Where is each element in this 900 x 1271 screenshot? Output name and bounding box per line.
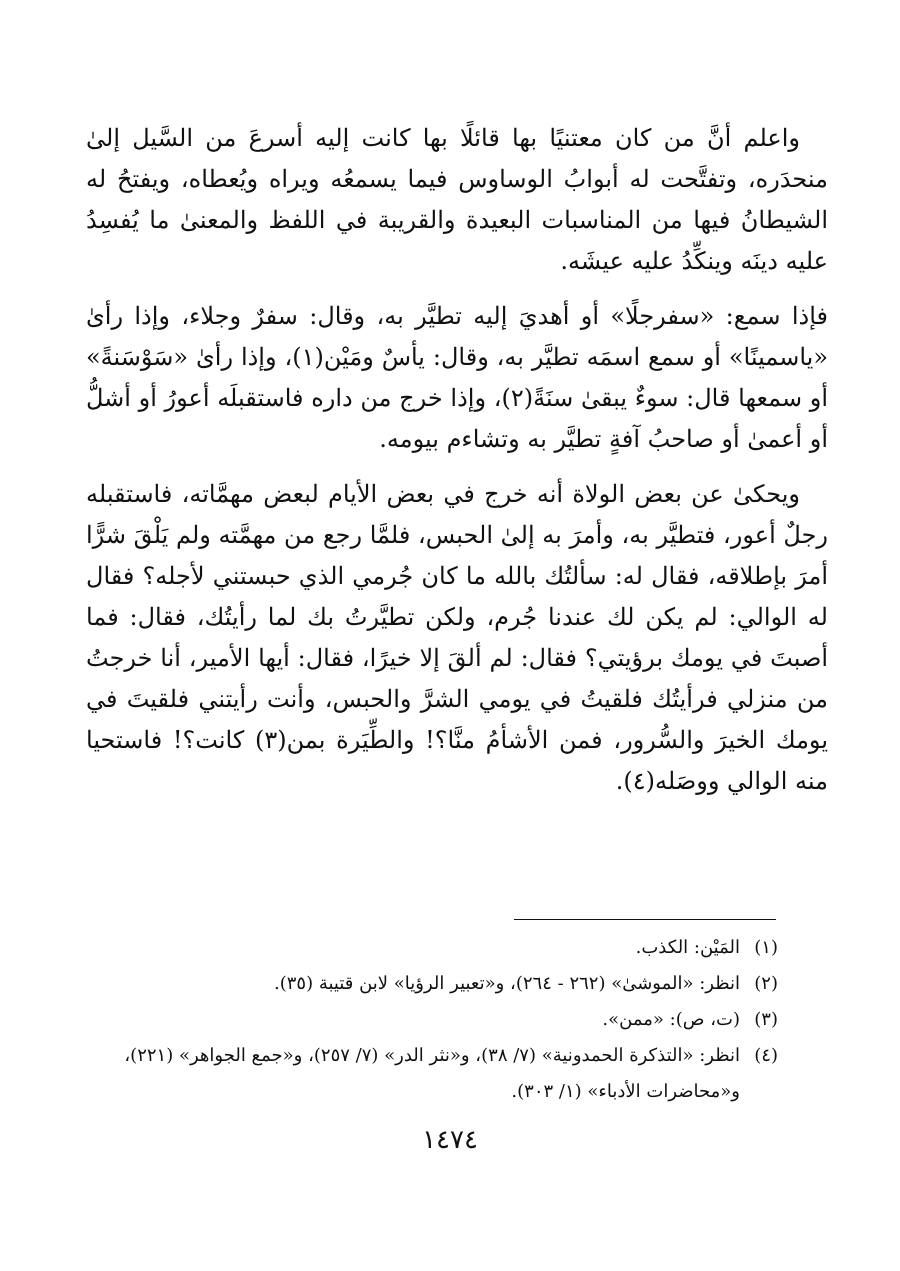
- footnote-text: انظر: «التذكرة الحمدونية» (٧/ ٣٨)، و«نثر الدر» (٧/ ٢٥٧)، و«جمع الجواهر» (٢٢١)، و«محاضرات الأدباء» (١/ ٣٠٣).: [124, 1045, 740, 1102]
- paragraph-1: واعلم أنَّ من كان معتنيًا بها قائلًا بها كانت إليه أسرعَ من السَّيل إلىٰ منحدَره، وتفتَّحت له أبوابُ الوساوس فيما يسمعُه ويراه ويُعطاه، ويفتحُ له الشيطانُ فيها من المناسبات البعيدة والقريبة في اللفظ والمعنىٰ ما يُفسِدُ عليه دينَه وينكِّدُ عليه عيشَه.: [86, 124, 828, 275]
- footnote-text: انظر: «الموشىٰ» (٢٦٢ - ٢٦٤)، و«تعبير الرؤيا» لابن قتيبة (٣٥).: [273, 973, 740, 994]
- page-number: ١٤٧٤: [422, 1125, 478, 1155]
- footnote-number: (٢): [754, 973, 778, 994]
- footnote-item: [70, 930, 778, 966]
- footnote-item: [70, 966, 778, 1002]
- paragraph-2: فإذا سمع: «سفرجلًا» أو أهديَ إليه تطيَّر به، وقال: سفرٌ وجلاء، وإذا رأىٰ «ياسمينًا» أو سمع اسمَه تطيَّر به، وقال: يأسٌ ومَيْن(١)، وإذا رأىٰ «سَوْسَنةً» أو سمعها قال: سوءٌ يبقىٰ سنَةً(٢)، وإذا خرج من داره فاستقبلَه أعورُ أو أشلُّ أو أعمىٰ أو صاحبُ آفةٍ تطيَّر به وتشاءم بيومه.: [86, 302, 829, 453]
- paragraph-3: ويحكىٰ عن بعض الولاة أنه خرج في بعض الأيام لبعض مهمَّاته، فاستقبله رجلٌ أعور، فتطيَّر به، وأمرَ به إلىٰ الحبس، فلمَّا رجع من مهمَّته ولم يَلْقَ شرًّا أمرَ بإطلاقه، فقال له: سألتُك بالله ما كان جُرمي الذي حبستني لأجله؟ فقال له الوالي: لم يكن لك عندنا جُرم، ولكن تطيَّرتُ بك لما رأيتُك، فقال: فما أصبتَ في يومك برؤيتي؟ فقال: لم ألقَ إلا خيرًا، فقال: أيها الأمير، أنا خرجتُ من منزلي فرأيتُك فلقيتُ في يومي الشرَّ والحبس، وأنت رأيتني فلقيتَ في يومك الخيرَ والسُّرور، فمن الأشأمُ منَّا؟! والطِّيَرة بمن(٣) كانت؟! فاستحيا منه الوالي ووصَله(٤).: [86, 480, 829, 795]
- footnote-item: [70, 1002, 778, 1038]
- footnote-separator: [514, 919, 776, 920]
- footnote-text: المَيْن: الكذب.: [635, 937, 740, 958]
- footnote-item: [70, 1038, 778, 1110]
- main-text: [86, 118, 828, 802]
- footnote-number: (٤): [754, 1045, 778, 1066]
- footnote-number: (١): [754, 937, 778, 958]
- footnotes: [70, 930, 778, 1110]
- footnote-text: (ت، ص): «ممن».: [602, 1009, 740, 1030]
- footnote-number: (٣): [754, 1009, 778, 1030]
